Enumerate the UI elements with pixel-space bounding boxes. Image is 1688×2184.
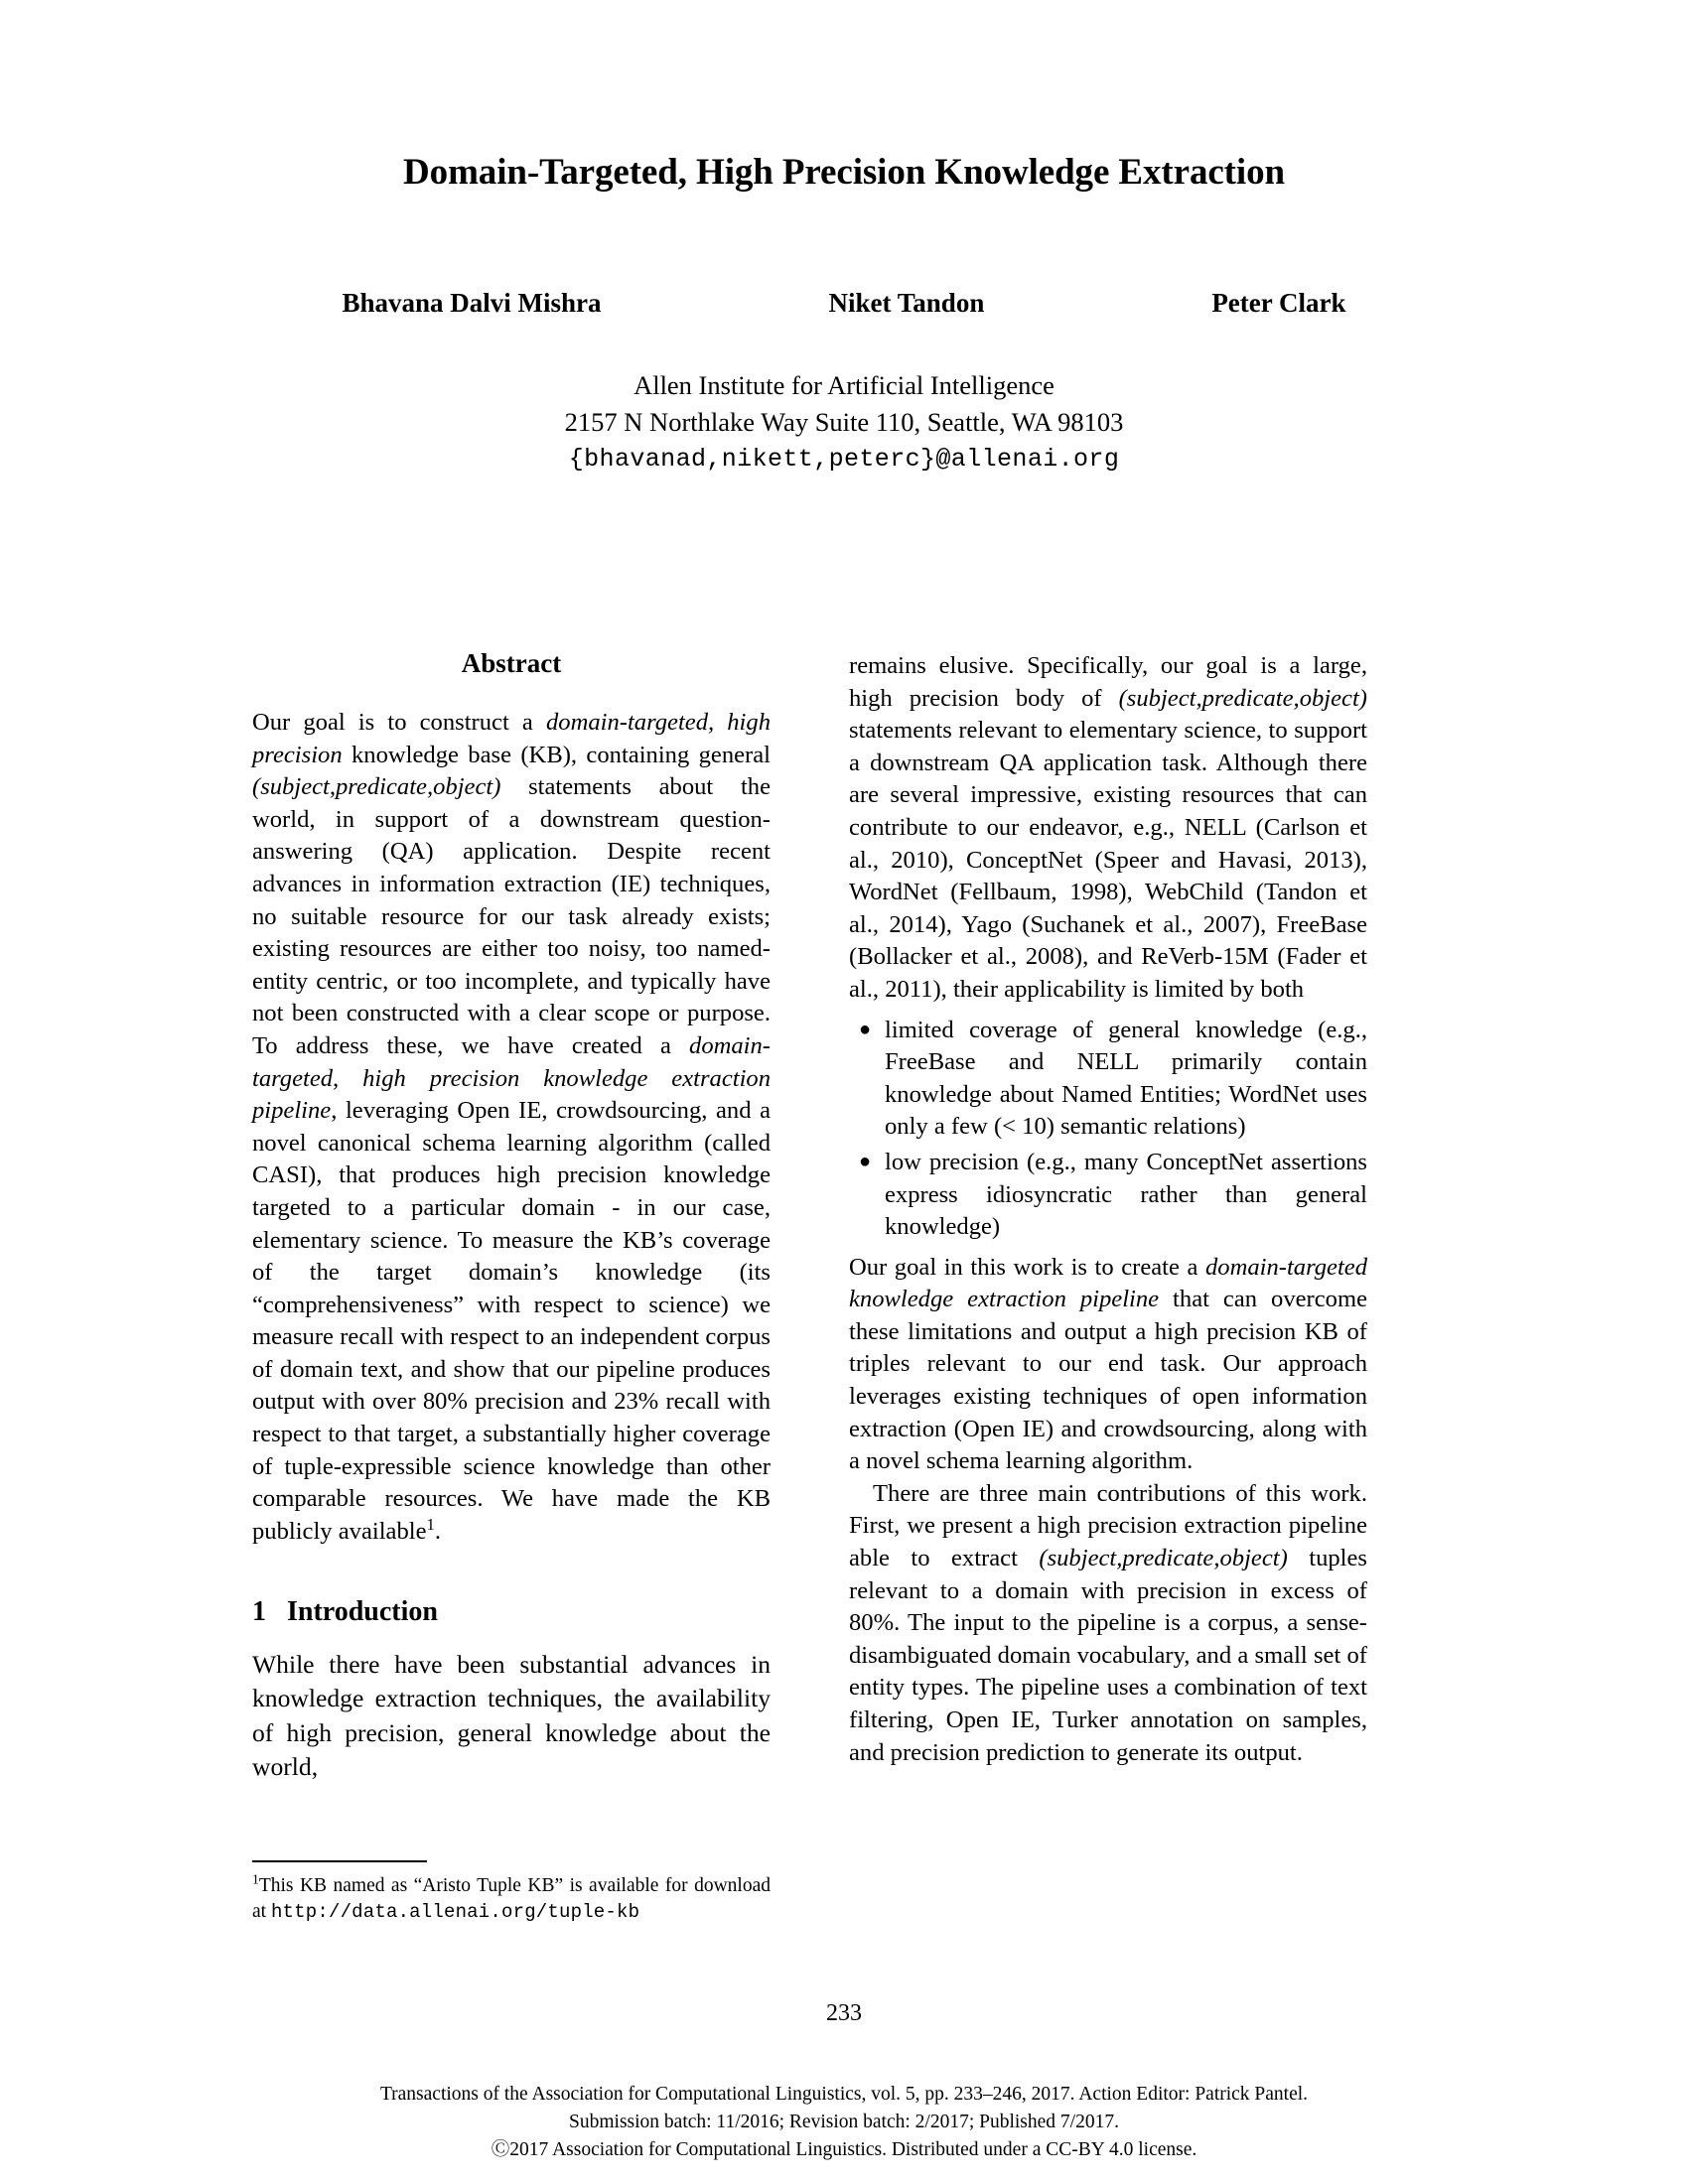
copyright-icon: Ⓒ [491,2139,510,2160]
abstract-text [252,707,771,1548]
footnote-body: This KB named as “Aristo Tuple KB” is available for download at [252,1874,771,1922]
page-number: 233 [826,2000,862,2026]
list-item [849,1015,1367,1144]
copyright-line [0,2136,1688,2164]
author-list [228,288,1460,319]
contact-email: {bhavanad,nikett,peterc}@allenai.org [568,445,1120,474]
copyright-text: 2017 Association for Computational Linguistics. Distributed under a CC-BY 4.0 license. [509,2139,1197,2160]
footnote-text [252,1873,771,1925]
abstract-part-5: . [434,1517,442,1545]
introduction-paragraph-continued [849,650,1367,1007]
submission-dates-line: Submission batch: 11/2016; Revision batch: 2/2017; Published 7/2017. [569,2112,1119,2132]
footnote-rule [252,1860,427,1862]
affiliation-block [228,367,1460,478]
section-number: 1 [252,1596,266,1628]
intro-part-1: remains elusive. Specifically, our goal is a large, high precision body of [849,652,1367,712]
contrib-emphasis: (subject,predicate,object) [1039,1545,1288,1572]
abstract-part-1: Our goal is to construct a [252,709,546,736]
footnote-url[interactable]: http://data.allenai.org/tuple-kb [270,1900,640,1923]
goal-part-1: Our goal in this work is to create a [849,1253,1205,1281]
abstract-emphasis-2: (subject,predicate,object) [252,773,501,801]
list-item-text: low precision (e.g., many ConceptNet assertions express idiosyncratic rather than general knowledge) [885,1148,1367,1241]
bullet-icon: ● [859,1151,872,1173]
abstract-part-4: , leveraging Open IE, crowdsourcing, and a novel canonical schema learning algorithm (called CASI), that produces high precision knowledge targeted to a particular domain - in our case, elementary science. To measure the KB’s coverage of the target domain’s knowledge (its “comprehensiveness” with respect to science) we measure recall with respect to an independent corpus of domain text, and show that our pipeline produces output with over 80% precision and 23% recall with respect to that target, a substantially higher coverage of tuple-expressible science knowledge than other comparable resources. We have made the KB publicly available [252,1097,771,1545]
author-name: Niket Tandon [828,288,985,318]
contributions-paragraph [849,1478,1367,1769]
abstract-part-2: knowledge base (KB), containing general [342,741,771,768]
goal-paragraph [849,1252,1367,1478]
abstract-emphasis-1: domain-targeted, high precision [252,709,771,768]
contrib-part-1: There are three main contributions of this work. First, we present a high precision extraction pipeline able to extract [849,1479,1367,1572]
left-column [252,650,771,1785]
section-heading-introduction [252,1596,771,1628]
goal-part-2: that can overcome these limitations and output a high precision KB of triples relevant to our end task. Our approach leverages existing techniques of open information extraction (Open IE) and crowdsourcing, along with a novel schema learning algorithm. [849,1286,1367,1475]
abstract-part-3: statements about the world, in support of a downstream question-answering (QA) application. Despite recent advances in information extraction (IE) techniques, no suitable resource for our task already exists; existing resources are either too noisy, too named-entity centric, or too incomplete, and typically have not been constructed with a clear scope or purpose. To address these, we have created a [252,773,771,1059]
bullet-icon: ● [859,1019,872,1041]
journal-citation-line: Transactions of the Association for Computational Linguistics, vol. 5, pp. 233–246, 2017. Action Editor: Patrick Pantel. [379,2084,1309,2105]
footnote-reference[interactable]: 1 [426,1514,435,1534]
list-item [849,1147,1367,1244]
introduction-paragraph-start: While there have been substantial advances in knowledge extraction techniques, the availability of high precision, general knowledge about the world, [252,1649,771,1782]
footnote-block [252,1860,771,1925]
abstract-heading: Abstract [461,648,562,678]
contrib-part-2: tuples relevant to a domain with precision in excess of 80%. The input to the pipeline is a corpus, a sense-disambiguated domain vocabulary, and a small set of entity types. The pipeline uses a combination of text filtering, Open IE, Turker annotation on samples, and precision prediction to generate its output. [849,1545,1367,1766]
intro-emphasis-1: (subject,predicate,object) [1118,684,1367,712]
author-name: Bhavana Dalvi Mishra [342,288,602,318]
institution-address: 2157 N Northlake Way Suite 110, Seattle, WA 98103 [564,406,1124,437]
list-item-text: limited coverage of general knowledge (e.g., FreeBase and NELL primarily contain knowledge about Named Entities; WordNet uses only a few (< 10) semantic relations) [885,1016,1367,1141]
institution-name: Allen Institute for Artificial Intelligence [633,370,1055,400]
goal-emphasis: domain-targeted knowledge extraction pipeline [849,1253,1367,1313]
abstract-emphasis-3: domain-targeted, high precision knowledge extraction pipeline [252,1031,771,1125]
right-column [849,650,1367,1769]
author-name: Peter Clark [1211,288,1346,318]
section-title: Introduction [287,1596,438,1628]
limitations-list [849,1015,1367,1244]
journal-footer [0,2081,1688,2164]
intro-part-2: statements relevant to elementary science, to support a downstream QA application task. Although there are several impressive, existing resources that can contribute to our endeavor, e.g., NELL (Carlson et al., 2010), ConceptNet (Speer and Havasi, 2013), WordNet (Fellbaum, 1998), WebChild (Tandon et al., 2014), Yago (Suchanek et al., 2007), FreeBase (Bollacker et al., 2008), and ReVerb-15M (Fader et al., 2011), their applicability is limited by both [849,717,1367,1003]
page-title: Domain-Targeted, High Precision Knowledge Extraction [403,152,1285,193]
footnote-marker: 1 [252,1871,259,1887]
